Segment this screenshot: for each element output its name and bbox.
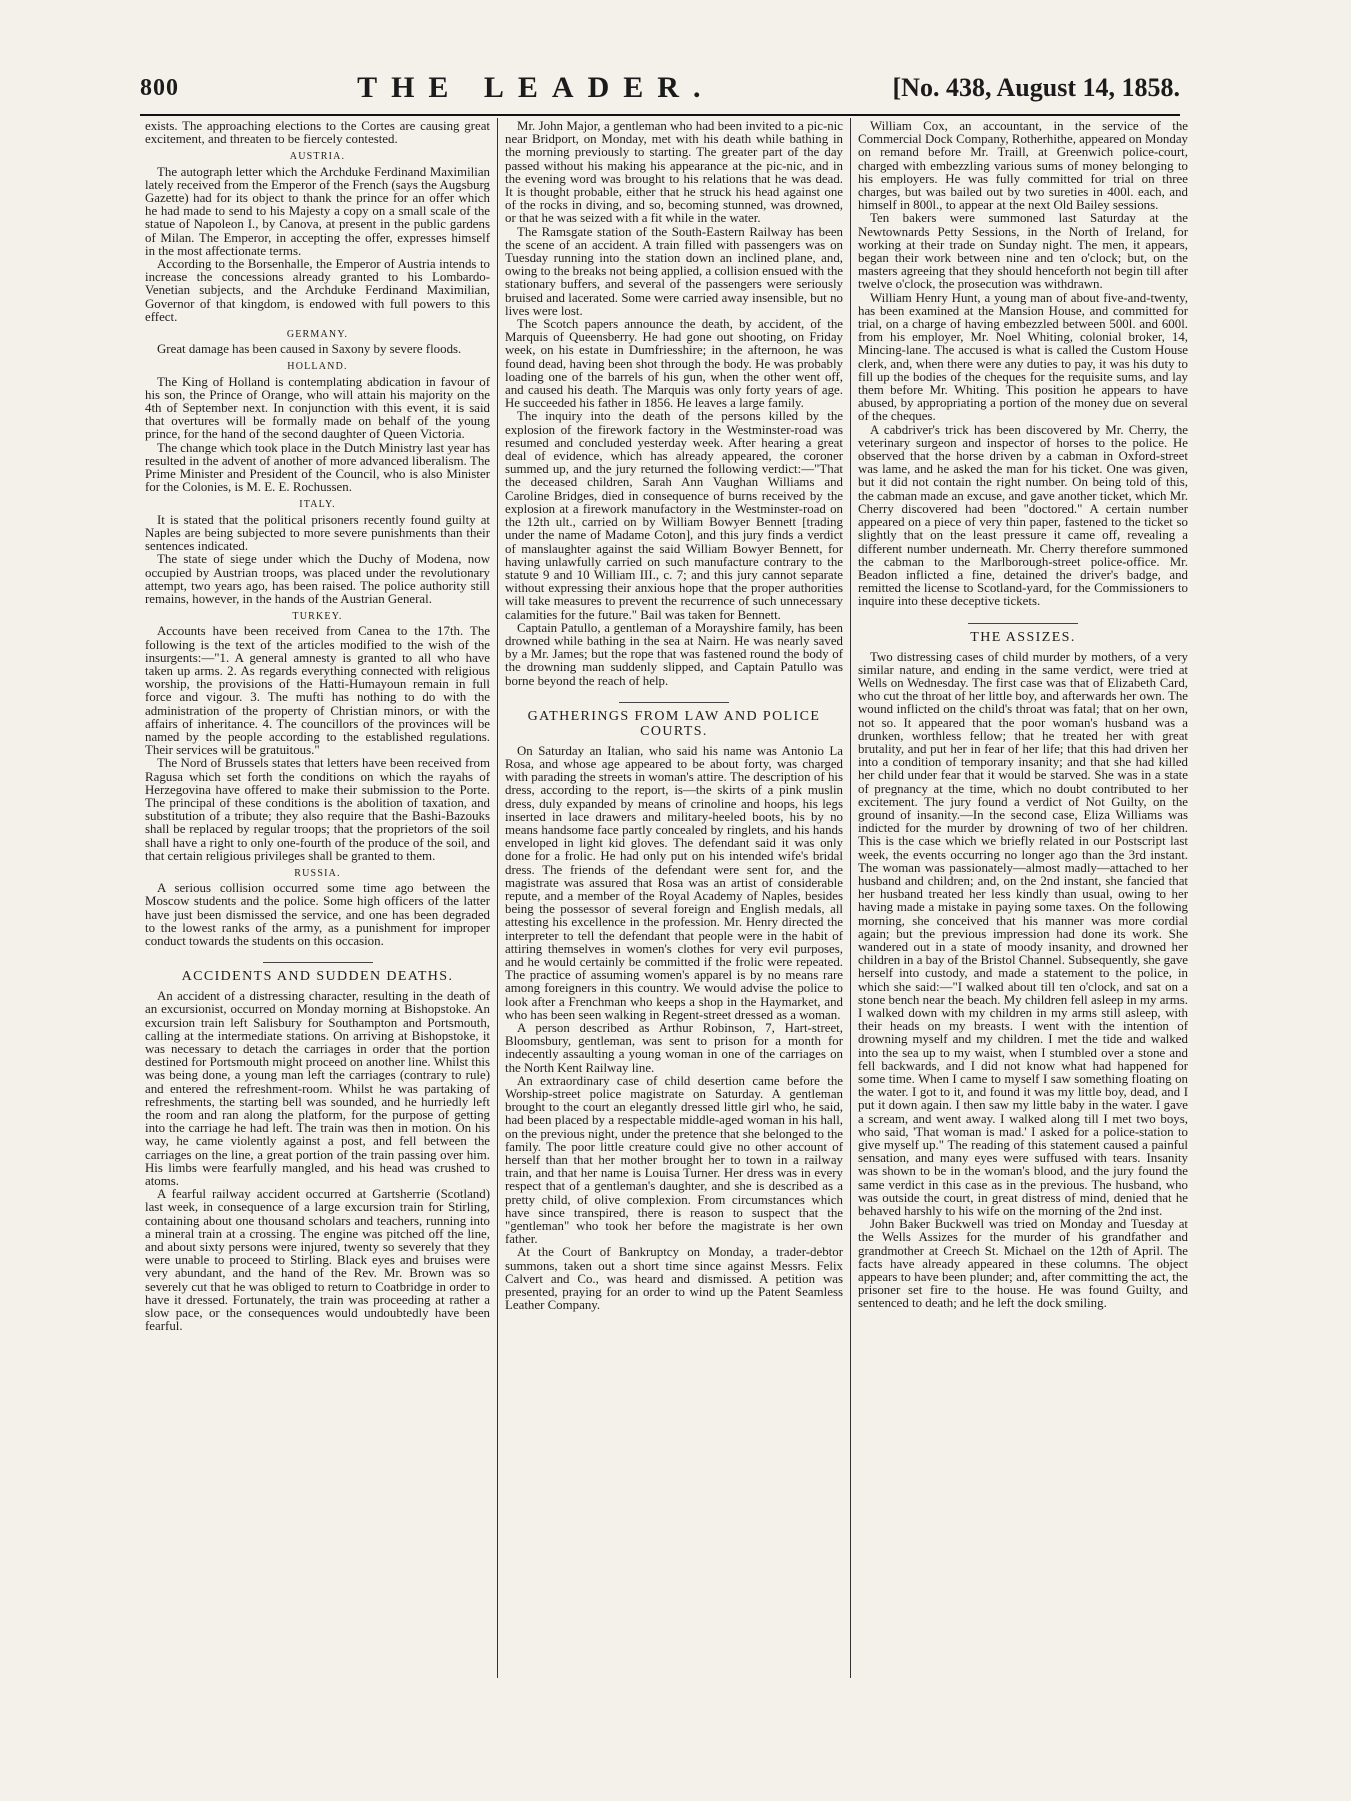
subheading-germany: GERMANY. <box>286 329 349 341</box>
column-1 <box>145 120 490 1333</box>
article-paragraph: The Scotch papers announce the death, by accident, of the Marquis of Queensberry. He had gone out shooting, on Friday week, on his estate in Dumfriesshire; in the afternoon, he was found dead, having been shot through the body. He was probably loading one of the barrels of his gun, when the other went off, and caused his death. The Marquis was only forty years of age. He succeeded his father in 1856. He leaves a large family. <box>505 317 843 411</box>
column-3 <box>858 120 1188 1311</box>
article-paragraph: Captain Patullo, a gentleman of a Morayshire family, has been drowned while bathing in the sea at Nairn. He was nearly saved by a Mr. James; but the rope that was fastened round the body of the drowning man suddenly slipped, and Captain Patullo was borne beyond the reach of help. <box>505 620 843 688</box>
section-heading-accidents: ACCIDENTS AND SUDDEN DEATHS. <box>181 969 454 985</box>
article-paragraph: The Nord of Brussels states that letters have been received from Ragusa which set forth the conditions on which the rayahs of Herzegovina have offered to make their submission to the Porte. The principal of these conditions is the abolition of taxation, and substitution of a tribute; they also require that the Bashi-Bazouks shall be replaced by regular troops; that the proprietors of the soil shall have a right to only one-fourth of the produce of the soil, and that certain religious privileges shall be granted to them. <box>145 756 490 863</box>
column-divider <box>850 118 851 1678</box>
article-paragraph: Great damage has been caused in Saxony by severe floods. <box>157 342 462 357</box>
column-divider <box>497 118 498 1678</box>
masthead-title: THE LEADER. <box>357 71 715 104</box>
article-paragraph: A person described as Arthur Robinson, 7, Hart-street, Bloomsbury, gentleman, was sent to prison for a month for indecently assaulting a young woman in one of the carriages on the North Kent Railway line. <box>505 1021 843 1075</box>
section-rule <box>619 702 729 703</box>
article-paragraph: John Baker Buckwell was tried on Monday and Tuesday at the Wells Assizes for the murder of his grandfather and grandmother at Creech St. Michael on the 12th of April. The facts have already appeared in these columns. The object appears to have been plunder; and, after committing the act, the prisoner set fire to the house. He was found Guilty, and sentenced to death; and he left the dock smiling. <box>858 1217 1188 1311</box>
article-paragraph: The autograph letter which the Archduke Ferdinand Maximilian lately received from the Emperor of the French (says the Augsburg Gazette) had for its object to thank the prince for an offer which he had made to send to his Majesty a copy on a small scale of the statue of Napoleon I., by Canova, at present in the public gardens of Milan. The Emperor, in accepting the offer, expresses himself in the most affectionate terms. <box>145 164 490 258</box>
article-paragraph: A cabdriver's trick has been discovered by Mr. Cherry, the veterinary surgeon and inspector of horses to the police. He observed that the horse driven by a cabman in Oxford-street was lame, and he asked the man for his ticket. One was given, but it did not contain the right number. On being told of this, the cabman made an excuse, and gave another ticket, which Mr. Cherry discovered had been "doctored." A certain number appeared on a piece of very thin paper, fastened to the ticket so slightly that on the least pressure it came off, revealing a different number underneath. Mr. Cherry therefore summoned the cabman to the Marlborough-street police-office. Mr. Beadon inflicted a fine, detained the driver's badge, and remitted the license to Scotland-yard, for the Commissioners to inquire into these deceptive tickets. <box>858 422 1188 609</box>
article-paragraph: On Saturday an Italian, who said his name was Antonio La Rosa, and whose age appeared to be about forty, was charged with parading the streets in woman's attire. The description of his dress, according to the report, is—the skirts of a pink muslin dress, duly expanded by means of crinoline and hoops, his legs inserted in lace drawers and military-heeled boots, his by no means handsome face partly concealed by ringlets, and his hands enveloped in light kid gloves. The defendant said it was only done for a frolic. He had only put on his intended wife's bridal dress. The friends of the defendant were sent for, and the magistrate was assured that Rosa was an artist of considerable repute, and a member of the Royal Academy of Naples, besides being the possessor of several foreign and English medals, all attesting his excellence in the profession. Mr. Henry directed the interpreter to tell the defendant that people were in the habit of attiring themselves in women's clothes for very evil purposes, and he would certainly be committed if the frolic were repeated. The practice of assuming women's apparel is by no means rare among foreigners in this country. We would advise the police to look after a Frenchman who keeps a shop in the Haymarket, and who has been seen walking in Regent-street dressed as a woman. <box>505 743 843 1022</box>
header-rule <box>140 114 1180 116</box>
article-paragraph: Accounts have been received from Canea to the 17th. The following is the text of the articles modified to the wish of the insurgents:—"1. A general amnesty is granted to all who have taken up arms. 2. As regards everything connected with religious worship, the provisions of the Hatti-Humayoun remain in full force and vigour. 3. The mufti has nothing to do with the administration of the property of Christian minors, or with the affairs of inheritance. 4. The councillors of the provinces will be named by the people according to the established regulations. Their services will be gratuitous." <box>145 624 490 758</box>
section-heading-assizes: THE ASSIZES. <box>970 629 1076 645</box>
article-paragraph: At the Court of Bankruptcy on Monday, a trader-debtor summons, taken out a short time since against Messrs. Felix Calvert and Co., was heard and dismissed. A petition was presented, praying for an order to wind up the Patent Seamless Leather Company. <box>505 1245 843 1313</box>
article-paragraph: A fearful railway accident occurred at Gartsherrie (Scotland) last week, in consequence of a large excursion train for Stirling, containing about one thousand scholars and teachers, running into a mineral train at a crossing. The engine was pitched off the line, and about sixty persons were injured, twenty so severely that they were unable to proceed to Stirling. Black eyes and bruises were very abundant, and the hand of the Rev. Mr. Brown was so severely cut that he was obliged to return to Coatbridge in order to have it dressed. Fortunately, the train was proceeding at rather a slow pace, or the consequences would undoubtedly have been fearful. <box>145 1187 490 1334</box>
article-paragraph: The inquiry into the death of the persons killed by the explosion of the firework factory in the Westminster-road was resumed and concluded yesterday week. After hearing a great deal of evidence, which has already appeared, the coroner summed up, and the jury returned the following verdict:—"That the deceased children, Sarah Ann Vaughan Williams and Caroline Bridges, died in consequence of burns received by the explosion at a firework manufactory in the Westminster-road on the 12th ult., carried on by William Bowyer Bennett [trading under the name of Madame Coton], and this jury finds a verdict of manslaughter against the said William Bowyer Bennett, for having unlawfully carried on such manufacture contrary to the statute 9 and 10 William III., c. 7; and this jury cannot separate without expressing their anxious hope that the proper authorities will take measures to prevent the recurrence of such unnecessary calamities for the future." Bail was taken for Bennett. <box>505 409 843 622</box>
article-paragraph: An extraordinary case of child desertion came before the Worship-street police magistrate on Saturday. A gentleman brought to the court an elegantly dressed little girl who, he said, had been placed by a respectable middle-aged woman in his hall, on the previous night, under the pretence that she belonged to the family. The poor little creature could give no other account of herself than that her mother brought her to town in a railway train, and that her name is Louisa Turner. Her dress was in every respect that of a gentleman's daughter, and she is described as a pretty child, of olive complexion. From circumstances which have since transpired, there is reason to suspect that the "gentleman" who took her before the magistrate is her own father. <box>505 1073 843 1247</box>
article-paragraph: An accident of a distressing character, resulting in the death of an excursionist, occurred on Monday morning at Bishopstoke. An excursion train left Salisbury for Southampton and Portsmouth, calling at the intermediate stations. On arriving at Bishopstoke, it was necessary to detach the carriages in order that the portion destined for Portsmouth might proceed on another line. Whilst this was being done, a young man left the carriages (contrary to rule) and entered the refreshment-room. Whilst he was partaking of refreshments, the starting bell was sounded, and he hurriedly left the room and ran along the platform, for the purpose of getting into the carriage he had left. The train was then in motion. On his way, he came violently against a post, and fell between the carriages on the line, a great portion of the train passing over him. His limbs were fearfully mangled, and his head was crushed to atoms. <box>145 989 490 1189</box>
article-paragraph: Mr. John Major, a gentleman who had been invited to a pic-nic near Bridport, on Monday, met with his death while bathing in the morning previously to starting. The greater part of the day passed without his making his appearance at the pic-nic, and in the evening word was brought to his relations that he was dead. It is thought probable, either that he struck his head against one of the rocks in diving, and so, becoming stunned, was drowned, or that he was seized with a fit while in the water. <box>505 119 843 226</box>
column-2 <box>505 120 843 1312</box>
article-paragraph: It is stated that the political prisoners recently found guilty at Naples are being subjected to more severe punishments than their sentences indicated. <box>145 512 490 554</box>
article-paragraph: The state of siege under which the Duchy of Modena, now occupied by Austrian troops, was placed under the revolutionary attempt, two years ago, has been raised. The police authority still remains, however, in the hands of the Austrian General. <box>145 552 490 606</box>
subheading-turkey: TURKEY. <box>292 611 343 623</box>
article-paragraph: exists. The approaching elections to the Cortes are causing great excitement, and threaten to be fiercely contested. <box>145 119 490 147</box>
page-number: 800 <box>140 74 179 101</box>
section-rule <box>263 962 373 963</box>
article-paragraph: According to the Borsenhalle, the Emperor of Austria intends to increase the concessions already granted to his Lombardo-Venetian subjects, and the Archduke Ferdinand Maximilian, Governor of that kingdom, is endowed with full powers to this effect. <box>145 257 490 324</box>
article-paragraph: William Henry Hunt, a young man of about five-and-twenty, has been examined at the Mansion House, and committed for trial, on a charge of having embezzled between 500l. and 600l. from his employer, Mr. Noel Whiting, colonial broker, 14, Mincing-lane. The accused is what is called the Custom House clerk, and, when there were any duties to pay, it was his duty to fill up the bodies of the cheques for the requisite sums, and lay them before Mr. Whiting. This position he appears to have abused, by appropriating a portion of the money due on several of the cheques. <box>858 290 1188 424</box>
subheading-austria: AUSTRIA. <box>289 151 346 163</box>
subheading-holland: HOLLAND. <box>287 361 348 373</box>
issue-info: [No. 438, August 14, 1858. <box>892 73 1180 102</box>
article-paragraph: Two distressing cases of child murder by mothers, of a very similar nature, and ending in the same verdict, were tried at Wells on Wednesday. The first case was that of Elizabeth Card, who cut the throat of her little boy, and afterwards her own. The wound inflicted on the child's throat was fatal; that on her own, not so. It appeared that the poor woman's husband was a drunken, worthless fellow; that he treated her with great brutality, and put her in fear of her life; that this had driven her into a condition of temporary insanity; and that she had killed her child under fear that it would be starved. She was in a state of pregnancy at the time, which no doubt contributed to her excitement. The jury found a verdict of Not Guilty, on the ground of insanity.—In the second case, Eliza Williams was indicted for the murder by drowning of two of her children. This is the case which we briefly related in our Postscript last week, the events occurring no longer ago than the 3rd instant. The woman was passionately—almost madly—attached to her husband and children; and, on the 2nd instant, she fancied that her husband treated her less kindly than usual, owing to her having made a mistake in paying some taxes. On the following morning, she conceived that his manner was more cordial again; but the previous impression had done its work. She wandered out in a state of moody insanity, and drowned her children in a bay of the Bristol Channel. Subsequently, she gave herself into custody, and made a statement to the police, in which she said:—"I walked about till ten o'clock, and sat on a stone bench near the beach. My children fell asleep in my arms. I walked down with my children in my arms still asleep, with their heads on my breasts. I went with the intention of drowning myself and my children. I met the tide and walked into the sea up to my waist, when I stumbled over a stone and fell backwards, and I did not know what had happened for some time. When I came to myself I saw something floating on the water. I got to it, and found it was my little boy, dead, and I put it down again. I then saw my little baby in the water. I gave a scream, and went away. I walked along till I met two boys, who said, 'That woman is mad.' I asked for a police-station to give myself up." The reading of this statement caused a painful sensation, and many eyes were suffused with tears. Insanity was shown to be in the woman's blood, and the jury found the same verdict in this case as in the previous. The husband, who was outside the court, in great distress of mind, denied that he behaved harshly to his wife on the morning of the 2nd inst. <box>858 649 1188 1219</box>
article-paragraph: The Ramsgate station of the South-Eastern Railway has been the scene of an accident. A train filled with passengers was on Tuesday running into the station down an inclined plane, and, owing to the breaks not being applied, a collision ensued with the stationary buffers, and several of the passengers were seriously bruised and lacerated. Some were carried away insensible, but no lives were lost. <box>505 224 843 318</box>
article-paragraph: A serious collision occurred some time ago between the Moscow students and the police. Some high officers of the latter have just been dismissed the service, and one has been degraded to the lowest ranks of the army, as a punishment for improper conduct towards the students on this occasion. <box>145 881 490 948</box>
subheading-italy: ITALY. <box>299 499 336 511</box>
section-heading-law-courts: GATHERINGS FROM LAW AND POLICE COURTS. <box>527 708 821 739</box>
article-paragraph: William Cox, an accountant, in the service of the Commercial Dock Company, Rotherhithe, appeared on Monday on remand before Mr. Traill, at Greenwich police-court, charged with embezzling various sums of money belonging to his employers. He was fully committed for trial on three charges, but was bailed out by two sureties in 400l. each, and himself in 800l., to appear at the next Old Bailey sessions. <box>858 119 1188 213</box>
article-paragraph: Ten bakers were summoned last Saturday at the Newtownards Petty Sessions, in the North of Ireland, for working at their trade on Sunday night. The men, it appears, began their work between nine and ten o'clock; but, on the masters agreeing that they should henceforth not begin till after twelve o'clock, the prosecution was withdrawn. <box>858 211 1188 292</box>
subheading-russia: RUSSIA. <box>294 867 341 879</box>
article-paragraph: The change which took place in the Dutch Ministry last year has resulted in the advent of another of more advanced liberalism. The Prime Minister and President of the Council, who is also Minister for the Colonies, is M. E. E. Rochussen. <box>145 440 490 495</box>
article-paragraph: The King of Holland is contemplating abdication in favour of his son, the Prince of Orange, who will attain his majority on the 4th of September next. In conjunction with this event, it is said that overtures will be formally made on behalf of the young prince, for the hand of the second daughter of Queen Victoria. <box>145 374 490 442</box>
section-rule <box>968 623 1078 624</box>
page-header <box>140 68 1180 108</box>
